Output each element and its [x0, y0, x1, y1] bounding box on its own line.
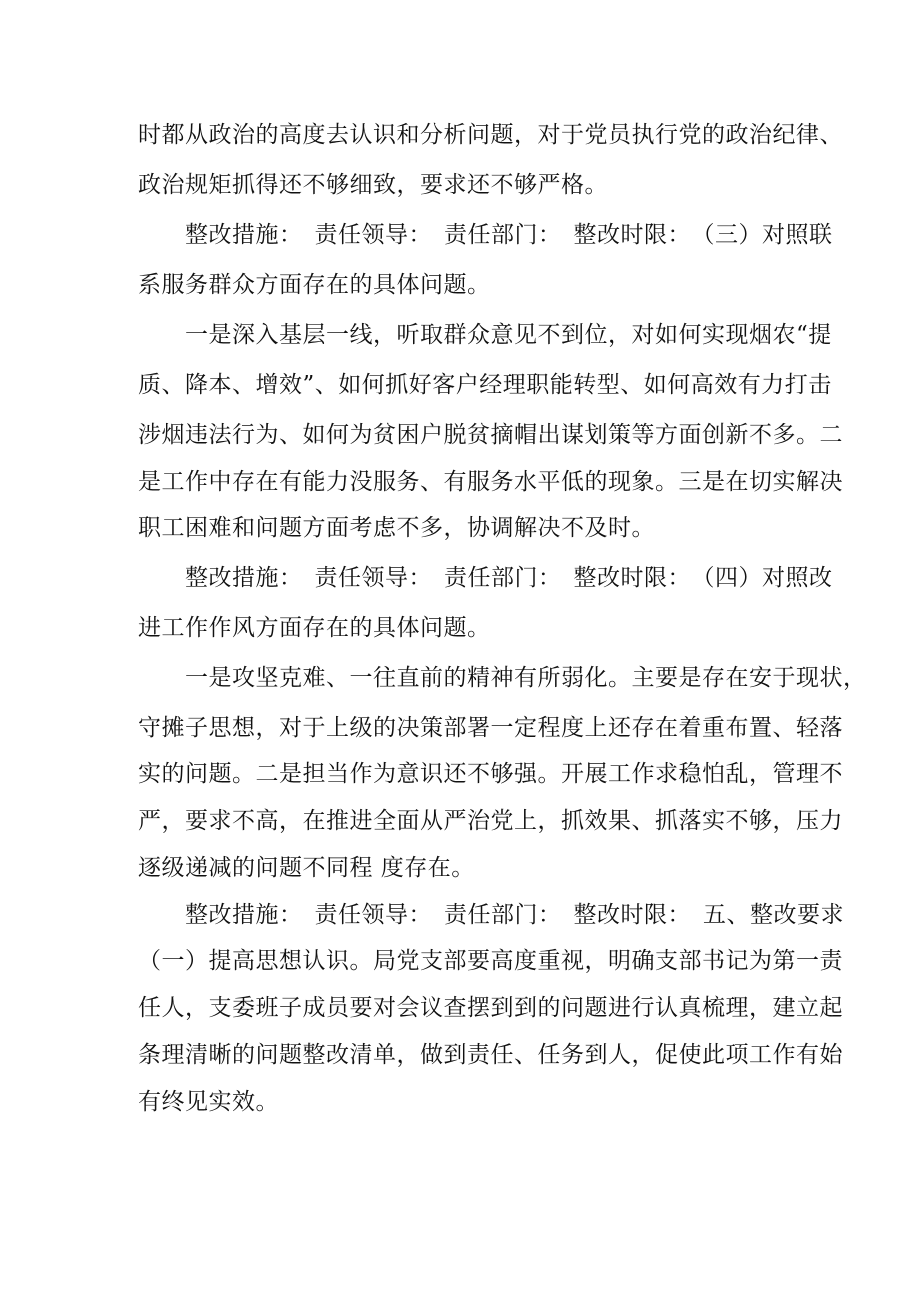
text-line: 守摊子思想，对于上级的决策部署一定程度上还存在着重布置、轻落: [138, 715, 843, 741]
text-line: 政治规矩抓得还不够细致，要求还不够严格。: [138, 172, 608, 198]
text-line: 一是攻坚克难、一往直前的精神有所弱化。主要是存在安于现状，: [138, 665, 867, 691]
text-line: 是工作中存在有能力没服务、有服务水平低的现象。三是在切实解决: [138, 469, 843, 495]
text-line: 系服务群众方面存在的具体问题。: [138, 272, 491, 298]
text-line: 进工作作风方面存在的具体问题。: [138, 615, 491, 641]
text-line: 质、降本、增效”、如何抓好客户经理职能转型、如何高效有力打击: [138, 372, 832, 398]
text-line: 整改措施： 责任领导： 责任部门： 整改时限： （四）对照改: [138, 565, 833, 591]
text-line: 逐级递减的问题不同程 度存在。: [138, 855, 475, 881]
text-line: 涉烟违法行为、如何为贫困户脱贫摘帽出谋划策等方面创新不多。二: [138, 422, 843, 448]
text-line: 职工困难和问题方面考虑不多，协调解决不及时。: [138, 515, 655, 541]
text-line: 一是深入基层一线，听取群众意见不到位，对如何实现烟农“提: [138, 322, 832, 348]
text-line: 有终见实效。: [138, 1089, 279, 1115]
text-line: 整改措施： 责任领导： 责任部门： 整改时限： 五、整改要求: [138, 902, 844, 928]
text-line: 条理清晰的问题整改清单，做到责任、任务到人，促使此项工作有始: [138, 1042, 843, 1068]
text-line: 任人，支委班子成员要对会议查摆到到的问题进行认真梳理，建立起: [138, 995, 843, 1021]
text-line: 实的问题。二是担当作为意识还不够强。开展工作求稳怕乱，管理不: [138, 761, 843, 787]
text-line: 整改措施： 责任领导： 责任部门： 整改时限： （三）对照联: [138, 222, 833, 248]
text-line: （一）提高思想认识。局党支部要高度重视，明确支部书记为第一责: [138, 948, 843, 974]
text-line: 时都从政治的高度去认识和分析问题，对于党员执行党的政治纪律、: [138, 122, 843, 148]
text-line: 严，要求不高，在推进全面从严治党上，抓效果、抓落实不够，压力: [138, 808, 843, 834]
